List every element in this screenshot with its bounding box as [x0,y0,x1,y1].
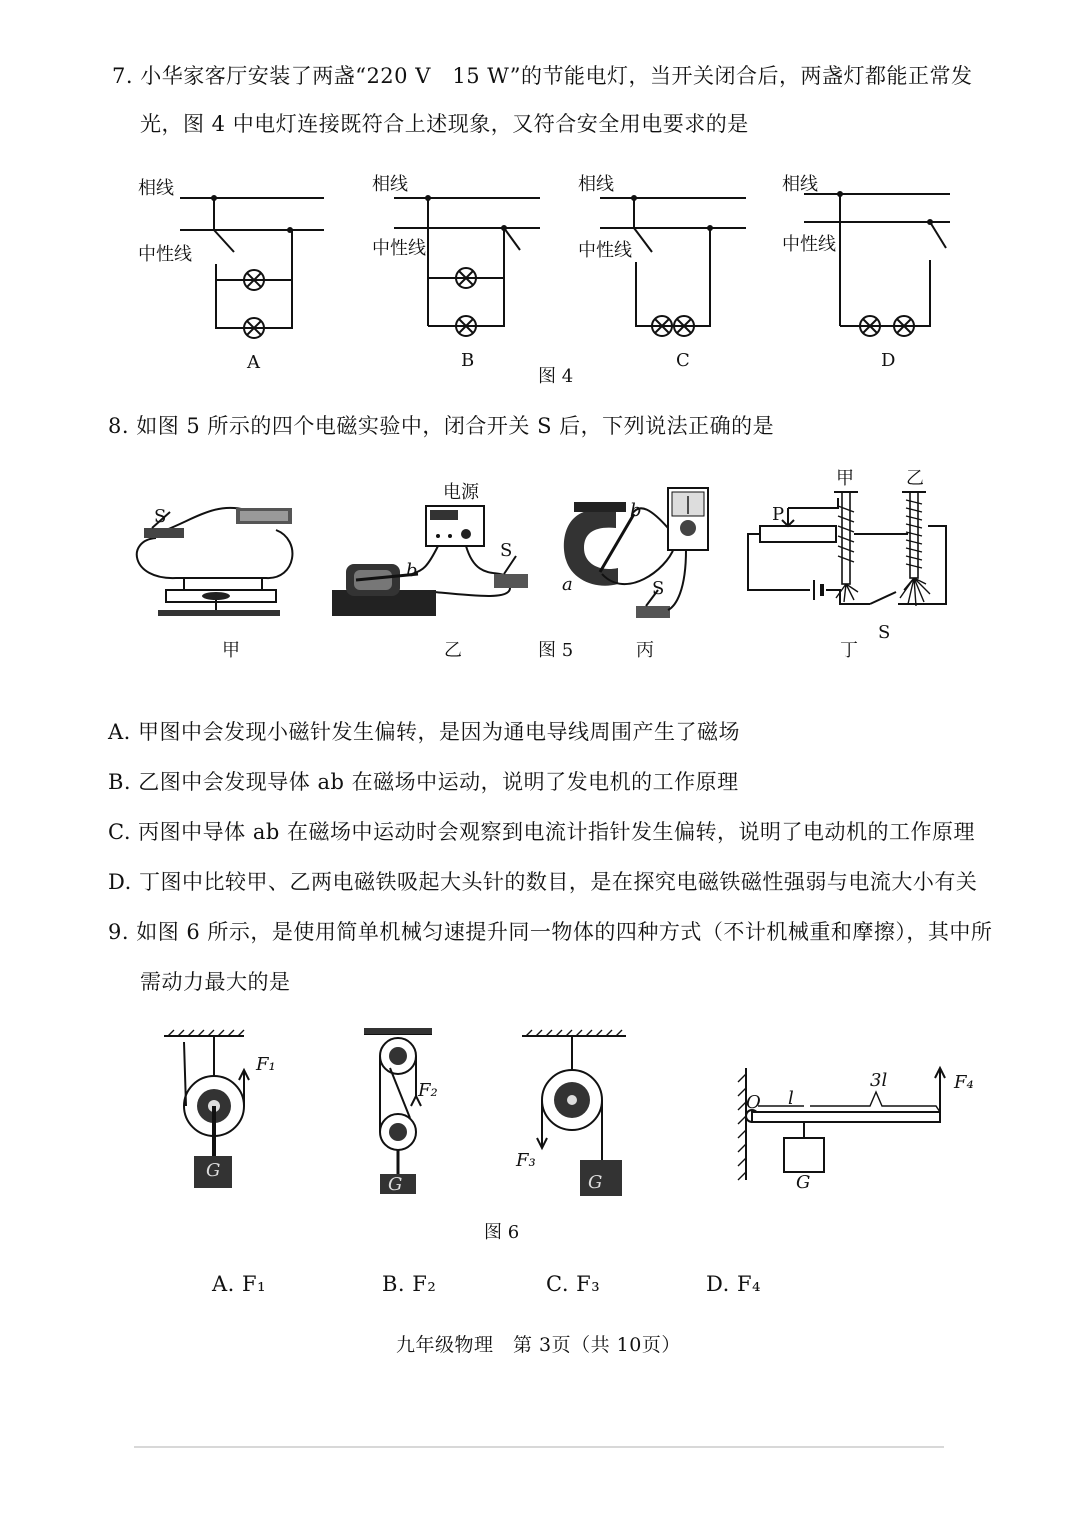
circuit-c-phase-label: 相线 [578,174,614,195]
q8-choice-d: D. 丁图中比较甲、乙两电磁铁吸起大头针的数目，是在探究电磁铁磁性强弱与电流大小有关 [108,870,978,894]
page-footer: 九年级物理 第 3页（共 10页） [396,1334,681,1356]
figure-5-caption: 图 5 [538,640,574,661]
q8-fig-yi [326,500,540,630]
circuit-b-option: B [461,350,475,371]
q9-fig1-weight-g: G [206,1160,221,1181]
circuit-c-option: C [676,350,690,371]
q8-yi-label-b: b [406,560,418,581]
circuit-a-neutral-label: 中性线 [138,244,192,265]
q9-label-f1: F₁ [256,1054,276,1075]
q8-bing-label-a: a [562,574,573,595]
q9-fig-f3 [516,1028,636,1202]
q8-bing-switch-s: S [652,578,665,599]
q9-choice-b: B. F₂ [382,1272,437,1296]
circuit-d-diagram [804,186,964,336]
q9-label-f3: F₃ [516,1150,536,1171]
circuit-a-diagram [176,190,336,340]
q8-ding-magnet-yi: 乙 [906,468,924,489]
circuit-b-neutral-label: 中性线 [372,238,426,259]
q9-line-1: 9. 如图 6 所示，是使用简单机械匀速提升同一物体的四种方式（不计机械重和摩擦），其中所 [108,920,993,944]
circuit-d-option: D [881,350,896,371]
q8-power-label: 电源 [443,482,479,503]
q9-fig4-weight-g: G [796,1172,811,1193]
q8-fig-ding [748,486,958,626]
circuit-a-phase-label: 相线 [138,178,174,199]
q8-jia-label: 甲 [222,640,240,661]
q8-yi-label: 乙 [444,640,462,661]
figure-6-caption: 图 6 [484,1222,520,1243]
circuit-c-neutral-label: 中性线 [578,240,632,261]
q8-choice-c: C. 丙图中导体 ab 在磁场中运动时会观察到电流计指针发生偏转，说明了电动机的工作原理 [108,820,975,844]
q8-choice-b: B. 乙图中会发现导体 ab 在磁场中运动，说明了发电机的工作原理 [108,770,739,794]
q9-choice-c: C. F₃ [546,1272,601,1296]
q9-fig-f4 [730,1060,960,1210]
q7-line-1: 7. 小华家客厅安装了两盏“220 V 15 W”的节能电灯，当开关闭合后，两盏灯都能正常发 [112,64,973,88]
q9-fig-f2 [354,1028,454,1198]
circuit-d-phase-label: 相线 [782,174,818,195]
circuit-d-neutral-label: 中性线 [782,234,836,255]
q8-ding-label: 丁 [840,640,858,661]
q9-fig3-weight-g: G [588,1172,603,1193]
q7-line-2: 光，图 4 中电灯连接既符合上述现象，又符合安全用电要求的是 [140,112,749,136]
q8-ding-switch-s: S [878,622,891,643]
q9-label-f4: F₄ [954,1072,974,1093]
q9-label-l: l [788,1088,794,1109]
figure-4-caption: 图 4 [538,366,574,387]
q9-fig2-weight-g: G [388,1174,403,1195]
circuit-b-diagram [394,190,554,340]
q9-label-3l: 3l [870,1070,888,1091]
q8-ding-label-p: P [772,504,785,525]
circuit-b-phase-label: 相线 [372,174,408,195]
circuit-c-diagram [600,190,760,340]
q9-label-o: O [746,1092,761,1113]
q9-choice-d: D. F₄ [706,1272,761,1296]
q9-line-2: 需动力最大的是 [140,970,291,994]
bottom-divider [134,1446,944,1448]
q9-choice-a: A. F₁ [212,1272,267,1296]
circuit-a-option: A [247,352,260,373]
q8-line-1: 8. 如图 5 所示的四个电磁实验中，闭合开关 S 后，下列说法正确的是 [108,414,775,438]
q8-bing-label: 丙 [636,640,654,661]
q8-jia-switch-s: S [154,506,167,527]
q8-yi-switch-s: S [500,540,513,561]
q8-ding-magnet-jia: 甲 [836,468,854,489]
q8-bing-label-b: b [630,500,642,521]
q8-choice-a: A. 甲图中会发现小磁针发生偏转，是因为通电导线周围产生了磁场 [108,720,741,744]
q9-label-f2: F₂ [418,1080,438,1101]
